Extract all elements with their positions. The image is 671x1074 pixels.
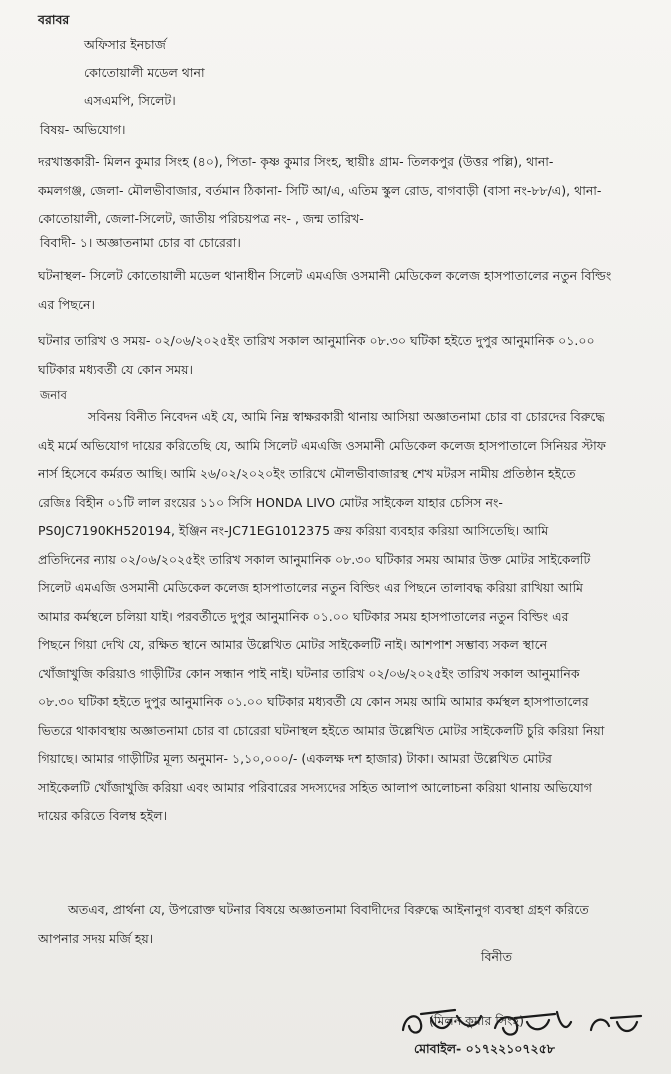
complainant-line: কোতোয়ালী, জেলা-সিলেট, জাতীয় পরিচয়পত্র নং- , জন্ম তারিখ- — [38, 211, 364, 226]
subject-line: বিষয়- অভিযোগ। — [40, 122, 126, 137]
body-block — [38, 403, 656, 831]
datetime-block — [38, 327, 650, 384]
place-line: ঘটনাস্থল- সিলেট কোতোয়ালী মডেল থানাধীন সিলেট এমএজি ওসমানী মেডিকেল কলেজ হাসপাতালের নতুন বিল্ডিং — [38, 268, 612, 283]
body-line: এই মর্মে অভিযোগ দায়ের করিতেছি যে, আমি সিলেট এমএজি ওসমানী মেডিকেল কলেজ হাসপাতালে সিনিয়র স্টাফ — [38, 437, 606, 453]
mobile-number: মোবাইল- ০১৭২২১০৭২৫৮ — [414, 1041, 555, 1056]
place-block — [38, 262, 650, 319]
body-line: গিয়াছে। আমার গাড়ীটির মূল্য অনুমান- ১,১০,০০০/- (একলক্ষ দশ হাজার) টাকা। আমরা উল্লেখিত মোটর — [38, 751, 552, 766]
body-line: সিলেট এমএজি ওসমানী মেডিকেল কলেজ হাসপাতালের নতুন বিল্ডিং এর পিছনে তালাবদ্ধ করিয়া রাখিয়া আমি — [38, 580, 583, 595]
body-line: দায়ের করিতে বিলম্ব হইল। — [38, 808, 168, 823]
body-line: নার্স হিসেবে কর্মরত আছি। আমি ২৬/০২/২০২০ইং তারিখে মৌলভীবাজারস্থ শেখ মটরস নামীয় প্রতিষ্ঠান হইতে — [38, 466, 576, 481]
accused-line: বিবাদী- ১। অজ্ঞাতনামা চোর বা চোরেরা। — [40, 235, 241, 250]
address-line-1: অফিসার ইনচার্জ — [84, 37, 166, 52]
signatory-name: (মিলন কুমার সিংহ) — [429, 1013, 524, 1028]
complainant-block — [38, 148, 650, 234]
closing-line: আপনার সদয় মর্জি হয়। — [38, 930, 154, 946]
complainant-line: কমলগঞ্জ, জেলা- মৌলভীবাজার, বর্তমান ঠিকানা- সিটি আ/এ, এতিম স্কুল রোড, বাগবাড়ী (বাসা নং-৮৮/এ), থানা- — [38, 182, 602, 198]
datetime-line: ঘটনার তারিখ ও সময়- ০২/০৬/২০২৫ইং তারিখ সকাল আনুমানিক ০৮.৩০ ঘটিকা হইতে দুপুর আনুমানিক ০১.০০ — [38, 333, 595, 348]
body-line: ভিতরে থাকাবস্থায় অজ্ঞাতনামা চোর বা চোরেরা ঘটনাস্থল হইতে আমার উল্লেখিত মোটর সাইকেলটি চুরি করিয়া নিয়া — [38, 722, 605, 738]
body-line: PS0JC7190KH520194, ইঞ্জিন নং-JC71EG1012375 ক্রয় করিয়া ব্যবহার করিয়া আসিতেছি। আমি — [38, 523, 549, 538]
body-line: সবিনয় বিনীত নিবেদন এই যে, আমি নিম্ন স্বাক্ষরকারী থানায় আসিয়া অজ্ঞাতনামা চোর বা চোরদের বিরুদ্ধে — [88, 409, 605, 424]
body-line: রেজিঃ বিহীন ০১টি লাল রংয়ের ১১০ সিসি HONDA LIVO মোটর সাইকেল যাহার চেসিস নং- — [38, 494, 503, 510]
body-line: আমার কর্মস্থলে চলিয়া যাই। পরবর্তীতে দুপুর আনুমানিক ০১.০০ ঘটিকার সময় হাসপাতালের নতুন বিল্ডিং এর — [38, 608, 569, 624]
address-to: বরাবর — [38, 12, 70, 27]
body-line: খোঁজাখুজি করিয়াও গাড়ীটির কোন সন্ধান পাই নাই। ঘটনার তারিখ ০২/০৬/২০২৫ইং তারিখ সকাল আনুমানিক — [38, 665, 580, 681]
body-line: ০৮.৩০ ঘটিকা হইতে দুপুর আনুমানিক ০১.০০ ঘটিকার মধ্যবর্তী যে কোন সময় আমি আমার কর্মস্থল হাসপাতালের — [38, 694, 589, 709]
address-line-3: এসএমপি, সিলেট। — [84, 93, 176, 108]
datetime-line: ঘটিকার মধ্যবর্তী যে কোন সময়। — [38, 361, 193, 377]
closing-block — [38, 896, 656, 953]
sign-off: বিনীত — [481, 949, 512, 964]
complainant-line: দরখাস্তকারী- মিলন কুমার সিংহ (৪০), পিতা- কৃষ্ণ কুমার সিংহ, স্থায়ীঃ গ্রাম- তিলকপুর (উত্তর পল্লি), থানা- — [38, 154, 554, 169]
place-line: এর পিছনে। — [38, 296, 95, 312]
salutation: জনাব — [40, 388, 67, 402]
body-line: প্রতিদিনের ন্যায় ০২/০৬/২০২৫ইং তারিখ সকাল আনুমানিক ০৮.৩০ ঘটিকার সময় আমার উক্ত মোটর সাইকেলটি — [38, 551, 591, 567]
body-line: পিছনে গিয়া দেখি যে, রক্ষিত স্থানে আমার উল্লেখিত মোটর সাইকেলটি নাই। আশপাশ সম্ভাব্য সকল স্থানে — [38, 637, 548, 652]
body-line: সাইকেলটি খোঁজাখুজি করিয়া এবং আমার পরিবারের সদস্যদের সহিত আলাপ আলোচনা করিয়া থানায় অভিযোগ — [38, 779, 593, 795]
address-line-2: কোতোয়ালী মডেল থানা — [84, 65, 205, 80]
closing-line: অতএব, প্রার্থনা যে, উপরোক্ত ঘটনার বিষয়ে অজ্ঞাতনামা বিবাদীদের বিরুদ্ধে আইনানুগ ব্যবস্থা গ্রহণ করিতে — [68, 902, 589, 917]
